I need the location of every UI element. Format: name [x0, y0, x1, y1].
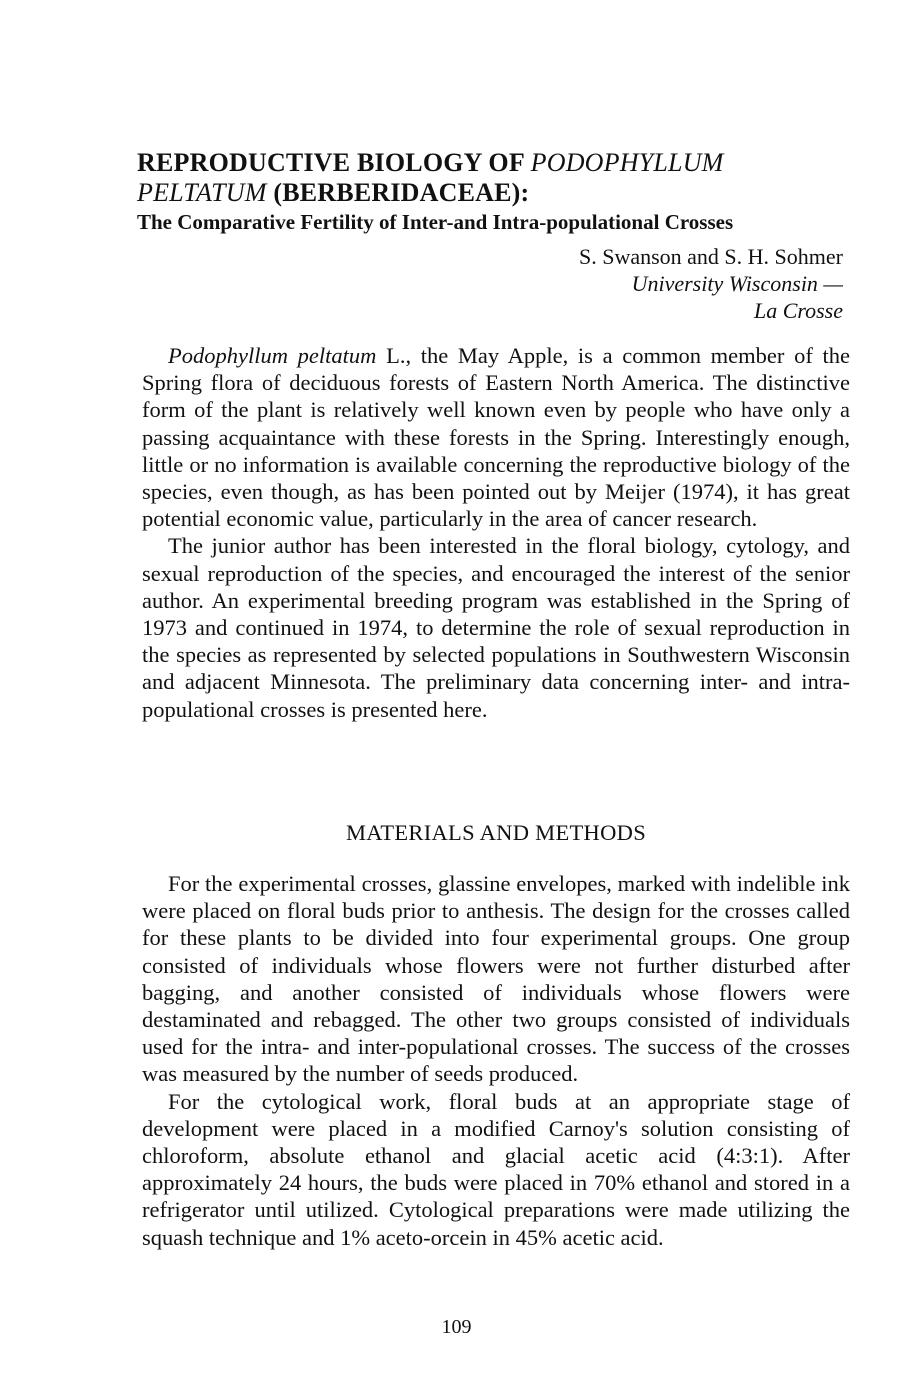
affiliation-line-1: University Wisconsin — [631, 271, 843, 296]
species-name: Podophyllum peltatum [168, 343, 377, 368]
title-genus: PODOPHYLLUM [530, 148, 724, 177]
title-block [137, 148, 857, 236]
introduction-section [142, 342, 850, 723]
title-family: (BERBERIDACEAE): [266, 178, 530, 207]
section-heading-methods: MATERIALS AND METHODS [345, 820, 647, 845]
intro-paragraph-2: The junior author has been interested in the floral biology, cytology, and sexual reproduction of the species, and encouraged the interest of the senior author. An experimental breeding program was established in the Spring of 1973 and continued in 1974, to determine the role of sexual reproduction in the species as represented by selected populations in Southwestern Wisconsin and adjacent Minnesota. The preliminary data concerning inter- and intra-populational crosses is presented here. [142, 533, 850, 722]
intro-paragraph-1-text: L., the May Apple, is a common member of the Spring flora of deciduous forests of Eastern North America. The distinctive form of the plant is relatively well known even by people who have only a passing acquaintance with these forests in the Spring. Interestingly enough, little or no information is available concerning the reproductive biology of the species, even though, as has been pointed out by Meijer (1974), it has great potential economic value, particularly in the area of cancer research. [142, 343, 850, 532]
author-block [579, 243, 843, 324]
article-title-line-1 [137, 148, 857, 178]
intro-paragraph-1 [142, 342, 850, 532]
page-number: 109 [441, 1316, 472, 1338]
methods-paragraph-2: For the cytological work, floral buds at an appropriate stage of development were placed in a modified Carnoy's solution consisting of chloroform, absolute ethanol and glacial acetic acid (4:3:1). After approximately 24 hours, the buds were placed in 70% ethanol and stored in a refrigerator until utilized. Cytological preparations were made utilizing the squash technique and 1% aceto-orcein in 45% acetic acid. [142, 1088, 850, 1250]
methods-section [142, 870, 850, 1251]
author-names: S. Swanson and S. H. Sohmer [578, 244, 843, 269]
methods-paragraph-1: For the experimental crosses, glassine envelopes, marked with indelible ink were placed on floral buds prior to anthesis. The design for the crosses called for these plants to be divided into four experimental groups. One group consisted of individuals whose flowers were not further disturbed after bagging, and another consisted of individuals whose flowers were destaminated and rebagged. The other two groups consisted of individuals used for the intra- and inter-populational crosses. The success of the crosses was measured by the number of seeds produced. [142, 871, 850, 1087]
title-bold-part: REPRODUCTIVE BIOLOGY OF [137, 148, 531, 177]
title-species: PELTATUM [137, 178, 267, 207]
article-subtitle: The Comparative Fertility of Inter-and Intra-populational Crosses [137, 210, 734, 234]
article-title-line-2 [137, 178, 857, 208]
affiliation-line-2: La Crosse [753, 298, 843, 323]
